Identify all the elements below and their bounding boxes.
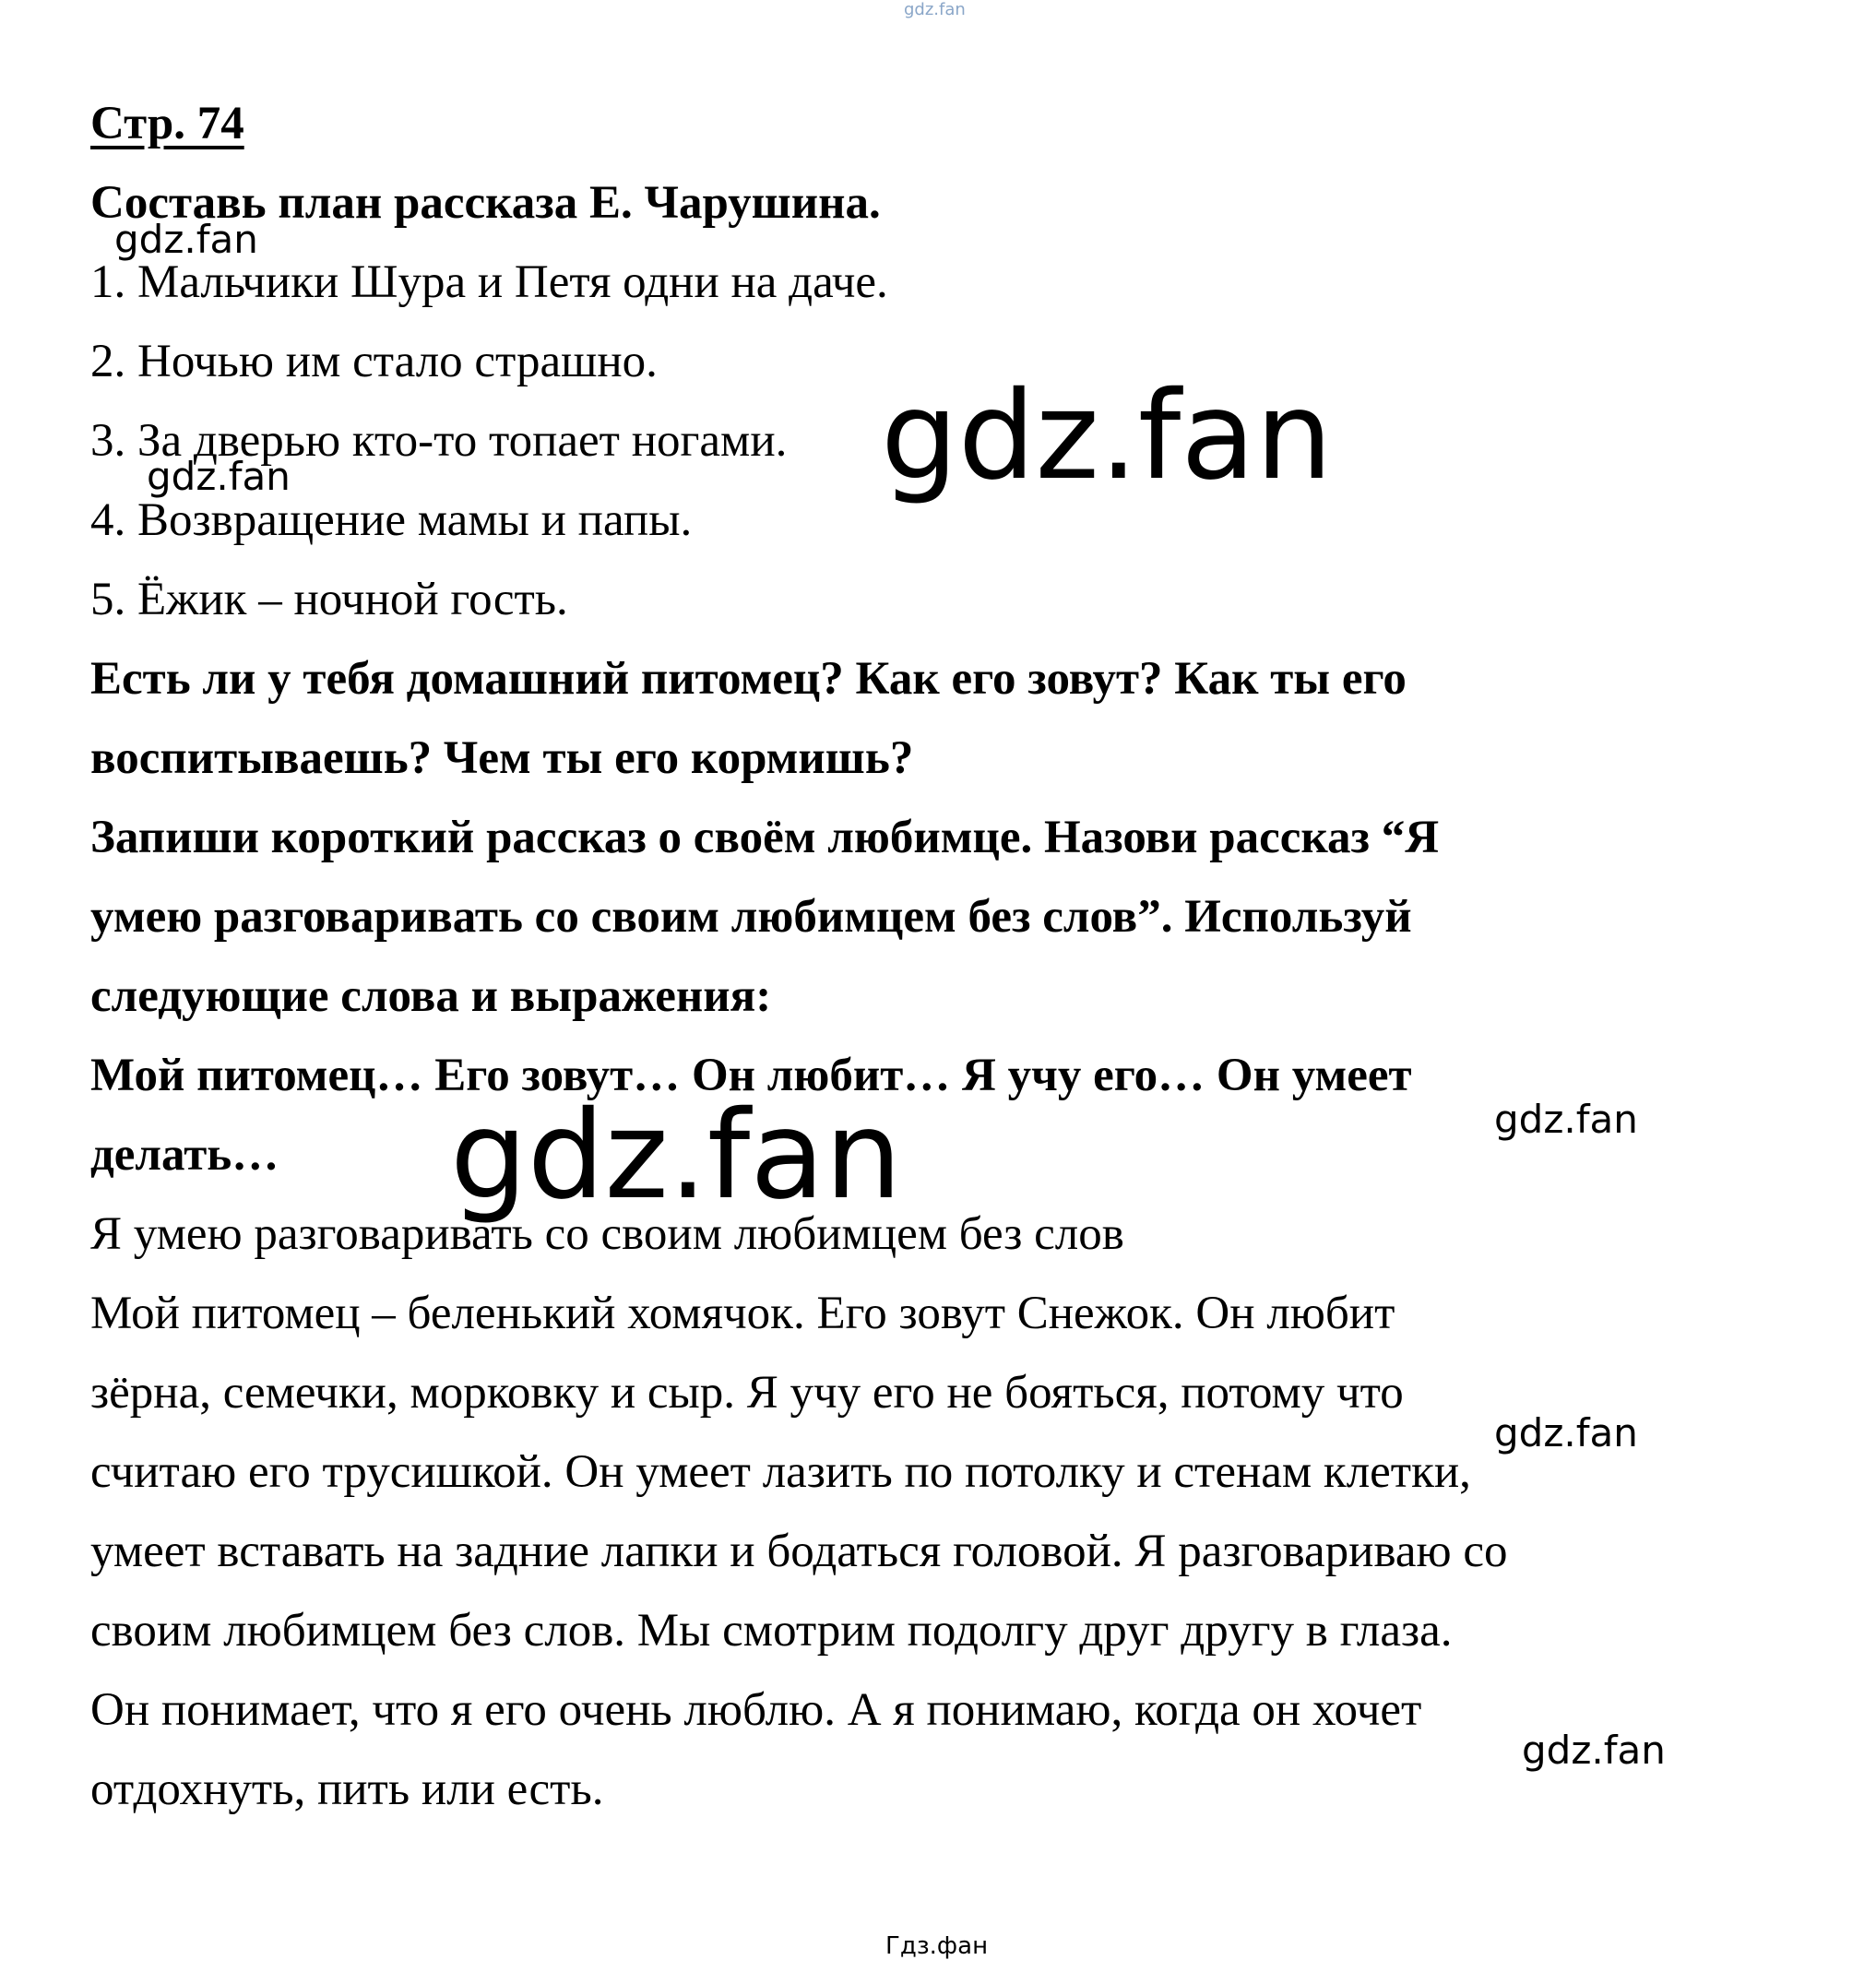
task3-line: делать… xyxy=(90,1129,279,1181)
story-line: своим любимцем без слов. Мы смотрим подолгу друг другу в глаза. xyxy=(90,1605,1453,1657)
task3-line: умею разговаривать со своим любимцем без слов”. Используй xyxy=(90,891,1412,943)
story-line: зёрна, семечки, морковку и сыр. Я учу его не бояться, потому что xyxy=(90,1367,1404,1419)
plan-item: 3. За дверью кто-то топает ногами. xyxy=(90,415,788,467)
story-title: Я умею разговаривать со своим любимцем без слов xyxy=(90,1208,1124,1260)
story-line: Он понимает, что я его очень люблю. А я понимаю, когда он хочет xyxy=(90,1684,1422,1736)
plan-item: 2. Ночью им стало страшно. xyxy=(90,336,658,387)
story-line: считаю его трусишкой. Он умеет лазить по потолку и стенам клетки, xyxy=(90,1446,1471,1498)
task3-line: Запиши короткий рассказ о своём любимце. Назови рассказ “Я xyxy=(90,812,1440,863)
plan-item: 1. Мальчики Шура и Петя одни на даче. xyxy=(90,256,888,308)
plan-item: 4. Возвращение мамы и папы. xyxy=(90,494,693,546)
story-line: умеет вставать на задние лапки и бодаться головой. Я разговариваю со xyxy=(90,1526,1508,1577)
task2-line: Есть ли у тебя домашний питомец? Как его зовут? Как ты его xyxy=(90,653,1407,705)
watermark-small: gdz.fan xyxy=(114,217,258,262)
watermark-top: gdz.fan xyxy=(904,0,966,19)
task3-line: следующие слова и выражения: xyxy=(90,970,772,1022)
watermark-footer: Гдз.фан xyxy=(885,1932,989,1960)
story-line: Мой питомец – беленький хомячок. Его зовут Снежок. Он любит xyxy=(90,1288,1395,1339)
watermark-large: gdz.fan xyxy=(450,1085,902,1227)
watermark-small: gdz.fan xyxy=(1522,1728,1666,1773)
watermark-large: gdz.fan xyxy=(881,365,1333,507)
story-line: отдохнуть, пить или есть. xyxy=(90,1764,604,1815)
task2-line: воспитываешь? Чем ты его кормишь? xyxy=(90,732,914,784)
watermark-small: gdz.fan xyxy=(1494,1097,1638,1142)
watermark-small: gdz.fan xyxy=(1494,1410,1638,1455)
task1-heading: Составь план рассказа Е. Чарушина. xyxy=(90,177,881,229)
plan-item: 5. Ёжик – ночной гость. xyxy=(90,574,568,625)
task3-line: Мой питомец… Его зовут… Он любит… Я учу его… Он умеет xyxy=(90,1050,1412,1101)
watermark-small: gdz.fan xyxy=(147,454,291,499)
page-heading: Стр. 74 xyxy=(90,98,244,149)
